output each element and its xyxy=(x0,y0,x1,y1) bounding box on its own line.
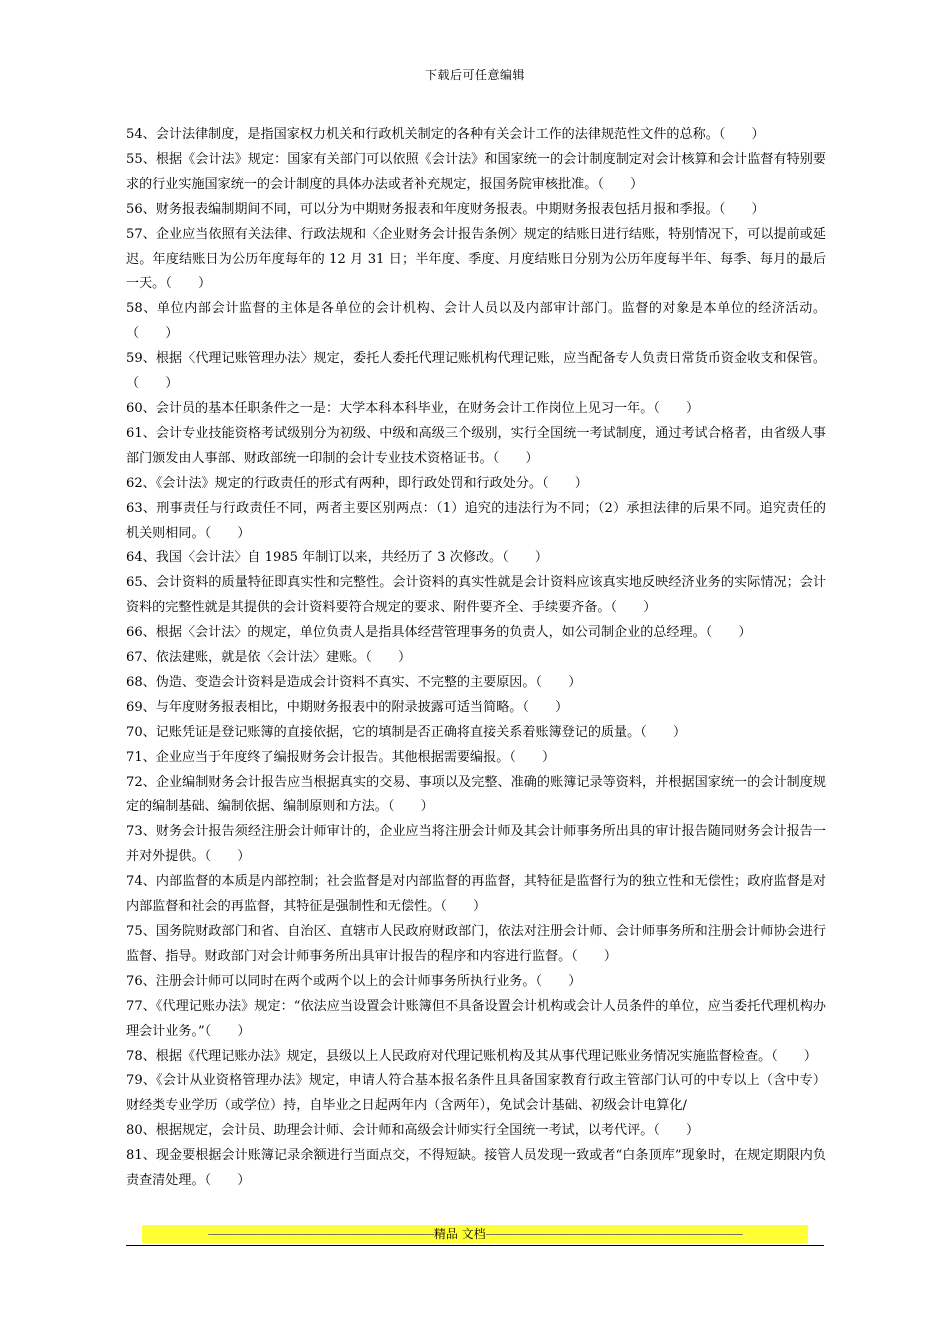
question-item: 65、会计资料的质量特征即真实性和完整性。会计资料的真实性就是会计资料应该真实地反映经济业务的实际情况；会计资料的完整性就是其提供的会计资料要符合规定的要求、附件要齐全、手续要齐备。（ ） xyxy=(126,575,826,616)
question-item: 72、企业编制财务会计报告应当根据真实的交易、事项以及完整、准确的账簿记录等资料，并根据国家统一的会计制度规定的编制基础、编制依据、编制原则和方法。（ ） xyxy=(126,774,826,815)
question-item: 62、《会计法》规定的行政责任的形式有两种，即行政处罚和行政处分。（ ） xyxy=(126,475,588,491)
footer-rule xyxy=(126,1245,824,1246)
question-item: 81、现金要根据会计账簿记录余额进行当面点交，不得短缺。接管人员发现一致或者“白条顶库”现象时，在规定期限内负责查清处理。（ ） xyxy=(126,1148,826,1189)
question-item: 59、根据〈代理记账管理办法〉规定，委托人委托代理记账机构代理记账，应当配备专人负责日常货币资金收支和保管。（ ） xyxy=(126,351,826,392)
question-item: 57、企业应当依照有关法律、行政法规和〈企业财务会计报告条例〉规定的结账日进行结账，特别情况下，可以提前或延迟。年度结账日为公历年度每年的 12 月 31 日；半年度、季度、月度结账日分别为公历年度每半年、每季、每月的最后一天。（ ） xyxy=(126,226,826,292)
question-item: 63、刑事责任与行政责任不同，两者主要区别两点：（1）追究的违法行为不同；（2）承担法律的后果不同。追究责任的机关则相同。（ ） xyxy=(126,500,826,541)
question-item: 80、根据规定，会计员、助理会计师、会计师和高级会计师实行全国统一考试，以考代评。（ ） xyxy=(126,1123,700,1139)
page-header: 下载后可任意编辑 xyxy=(424,68,525,82)
question-item: 68、伪造、变造会计资料是造成会计资料不真实、不完整的主要原因。（ ） xyxy=(126,674,582,690)
question-item: 78、根据《代理记账办法》规定，县级以上人民政府对代理记账机构及其从事代理记账业务情况实施监督检查。（ ） xyxy=(126,1048,817,1064)
question-item: 77、《代理记账办法》规定：“依法应当设置会计账簿但不具备设置会计机构或会计人员条件的单位，应当委托代理机构办理会计业务。”（ ） xyxy=(126,998,826,1039)
footer-watermark xyxy=(142,1225,808,1243)
footer-dashes-left: -------------------------------------------------------------------------- xyxy=(207,1227,434,1241)
question-item: 60、会计员的基本任职条件之一是：大学本科本科毕业，在财务会计工作岗位上见习一年。（ ） xyxy=(126,400,700,416)
question-item: 61、会计专业技能资格考试级别分为初级、中级和高级三个级别，实行全国统一考试制度，通过考试合格者，由省级人事部门颁发由人事部、财政部统一印制的会计专业技术资格证书。（ ） xyxy=(126,425,826,466)
question-list xyxy=(126,123,826,1194)
question-item: 56、财务报表编制期间不同，可以分为中期财务报表和年度财务报表。中期财务报表包括月报和季报。（ ） xyxy=(126,201,765,217)
footer-dashes-right: ------------------------------------------------------------------------------------ xyxy=(485,1227,743,1241)
question-item: 67、依法建账，就是依〈会计法〉建账。（ ） xyxy=(126,650,412,666)
question-item: 75、国务院财政部门和省、自治区、直辖市人民政府财政部门，依法对注册会计师、会计师事务所和注册会计师协会进行监督、指导。财政部门对会计师事务所出具审计报告的程序和内容进行监督。（ ） xyxy=(126,924,826,964)
question-item: 71、企业应当于年度终了编报财务会计报告。其他根据需要编报。（ ） xyxy=(126,749,556,765)
question-item: 73、财务会计报告须经注册会计师审计的，企业应当将注册会计师及其会计师事务所出具的审计报告随同财务会计报告一并对外提供。（ ） xyxy=(126,824,826,865)
question-item: 66、根据〈会计法〉的规定，单位负责人是指具体经营管理事务的负责人，如公司制企业的总经理。（ ） xyxy=(126,625,752,641)
question-item: 79、《会计从业资格管理办法》规定，申请人符合基本报名条件且具备国家教育行政主管部门认可的中专以上（含中专）财经类专业学历（或学位）持，自毕业之日起两年内（含两年），免试会计基础、初级会计电算化/ xyxy=(126,1073,826,1114)
question-item: 76、注册会计师可以同时在两个或两个以上的会计师事务所执行业务。（ ） xyxy=(126,973,582,989)
footer-label: 精品 文档 xyxy=(433,1227,486,1241)
question-item: 55、根据《会计法》规定：国家有关部门可以依照《会计法》和国家统一的会计制度制定对会计核算和会计监督有特别要求的行业实施国家统一的会计制度的具体办法或者补充规定，报国务院审核批准。（ ） xyxy=(126,151,826,192)
question-item: 70、记账凭证是登记账簿的直接依据，它的填制是否正确将直接关系着账簿登记的质量。（ ） xyxy=(126,724,687,740)
question-item: 74、内部监督的本质是内部控制；社会监督是对内部监督的再监督，其特征是监督行为的独立性和无偿性；政府监督是对内部监督和社会的再监督，其特征是强制性和无偿性。（ ） xyxy=(126,874,826,915)
question-item: 69、与年度财务报表相比，中期财务报表中的附录披露可适当简略。（ ） xyxy=(126,699,569,715)
question-item: 54、会计法律制度，是指国家权力机关和行政机关制定的各种有关会计工作的法律规范性文件的总称。（ ） xyxy=(126,127,765,142)
question-item: 58、单位内部会计监督的主体是各单位的会计机构、会计人员以及内部审计部门。监督的对象是本单位的经济活动。（ ） xyxy=(126,301,826,342)
question-item: 64、我国〈会计法〉自 1985 年制订以来，共经历了 3 次修改。（ ） xyxy=(126,550,548,566)
